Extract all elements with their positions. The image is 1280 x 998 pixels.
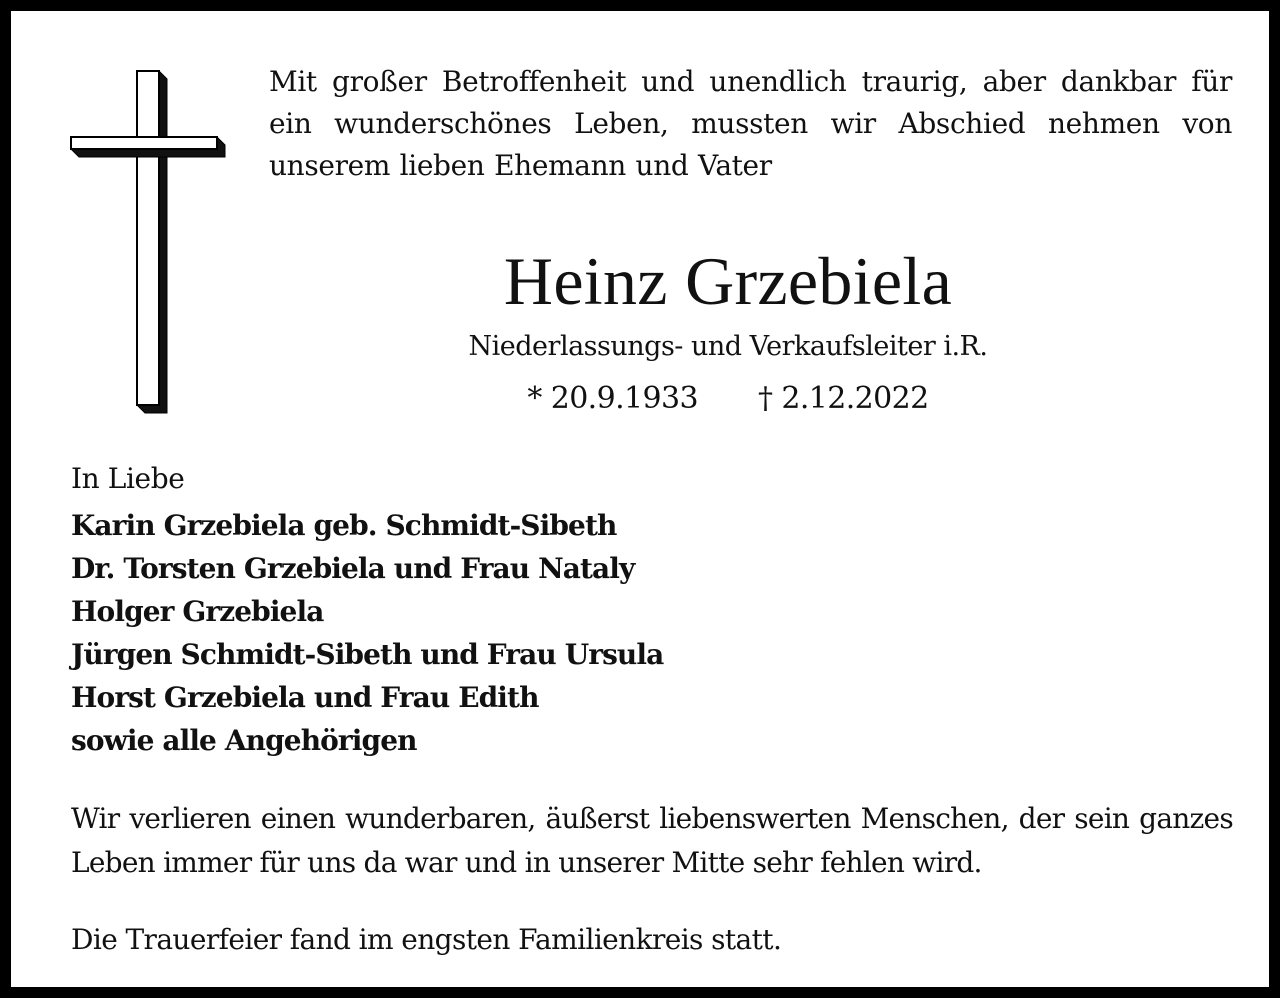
mourner-item: Jürgen Schmidt-Sibeth und Frau Ursula bbox=[71, 638, 664, 671]
in-liebe-label: In Liebe bbox=[71, 462, 185, 495]
deceased-name: Heinz Grzebiela bbox=[503, 243, 953, 319]
intro-text: Mit großer Betroffenheit und unendlich traurig, aber dankbar für ein wunderschönes Leben, mussten wir Abschied nehmen von unserem lieben Ehemann und Vater bbox=[269, 65, 1232, 182]
deceased-role: Niederlassungs- und Verkaufsleiter i.R. bbox=[468, 331, 988, 362]
birth-date: * 20.9.1933 bbox=[527, 381, 698, 416]
mourner-item: Dr. Torsten Grzebiela und Frau Nataly bbox=[71, 552, 635, 585]
mourners-list bbox=[71, 504, 663, 762]
mourner-item: Horst Grzebiela und Frau Edith bbox=[71, 681, 539, 714]
mourner-item: Karin Grzebiela geb. Schmidt-Sibeth bbox=[71, 509, 617, 542]
latin-cross-icon bbox=[67, 67, 231, 415]
mourner-item: Holger Grzebiela bbox=[71, 595, 324, 628]
mourner-item: sowie alle Angehörigen bbox=[71, 724, 417, 757]
funeral-service-note: Die Trauerfeier fand im engsten Familienkreis statt. bbox=[71, 923, 782, 956]
death-date: † 2.12.2022 bbox=[758, 381, 929, 416]
life-dates bbox=[311, 377, 1145, 421]
closing-text: Wir verlieren einen wunderbaren, äußerst liebenswerten Menschen, der sein ganzes Leben immer für uns da war und in unserer Mitte sehr fehlen wird. bbox=[71, 802, 1233, 879]
